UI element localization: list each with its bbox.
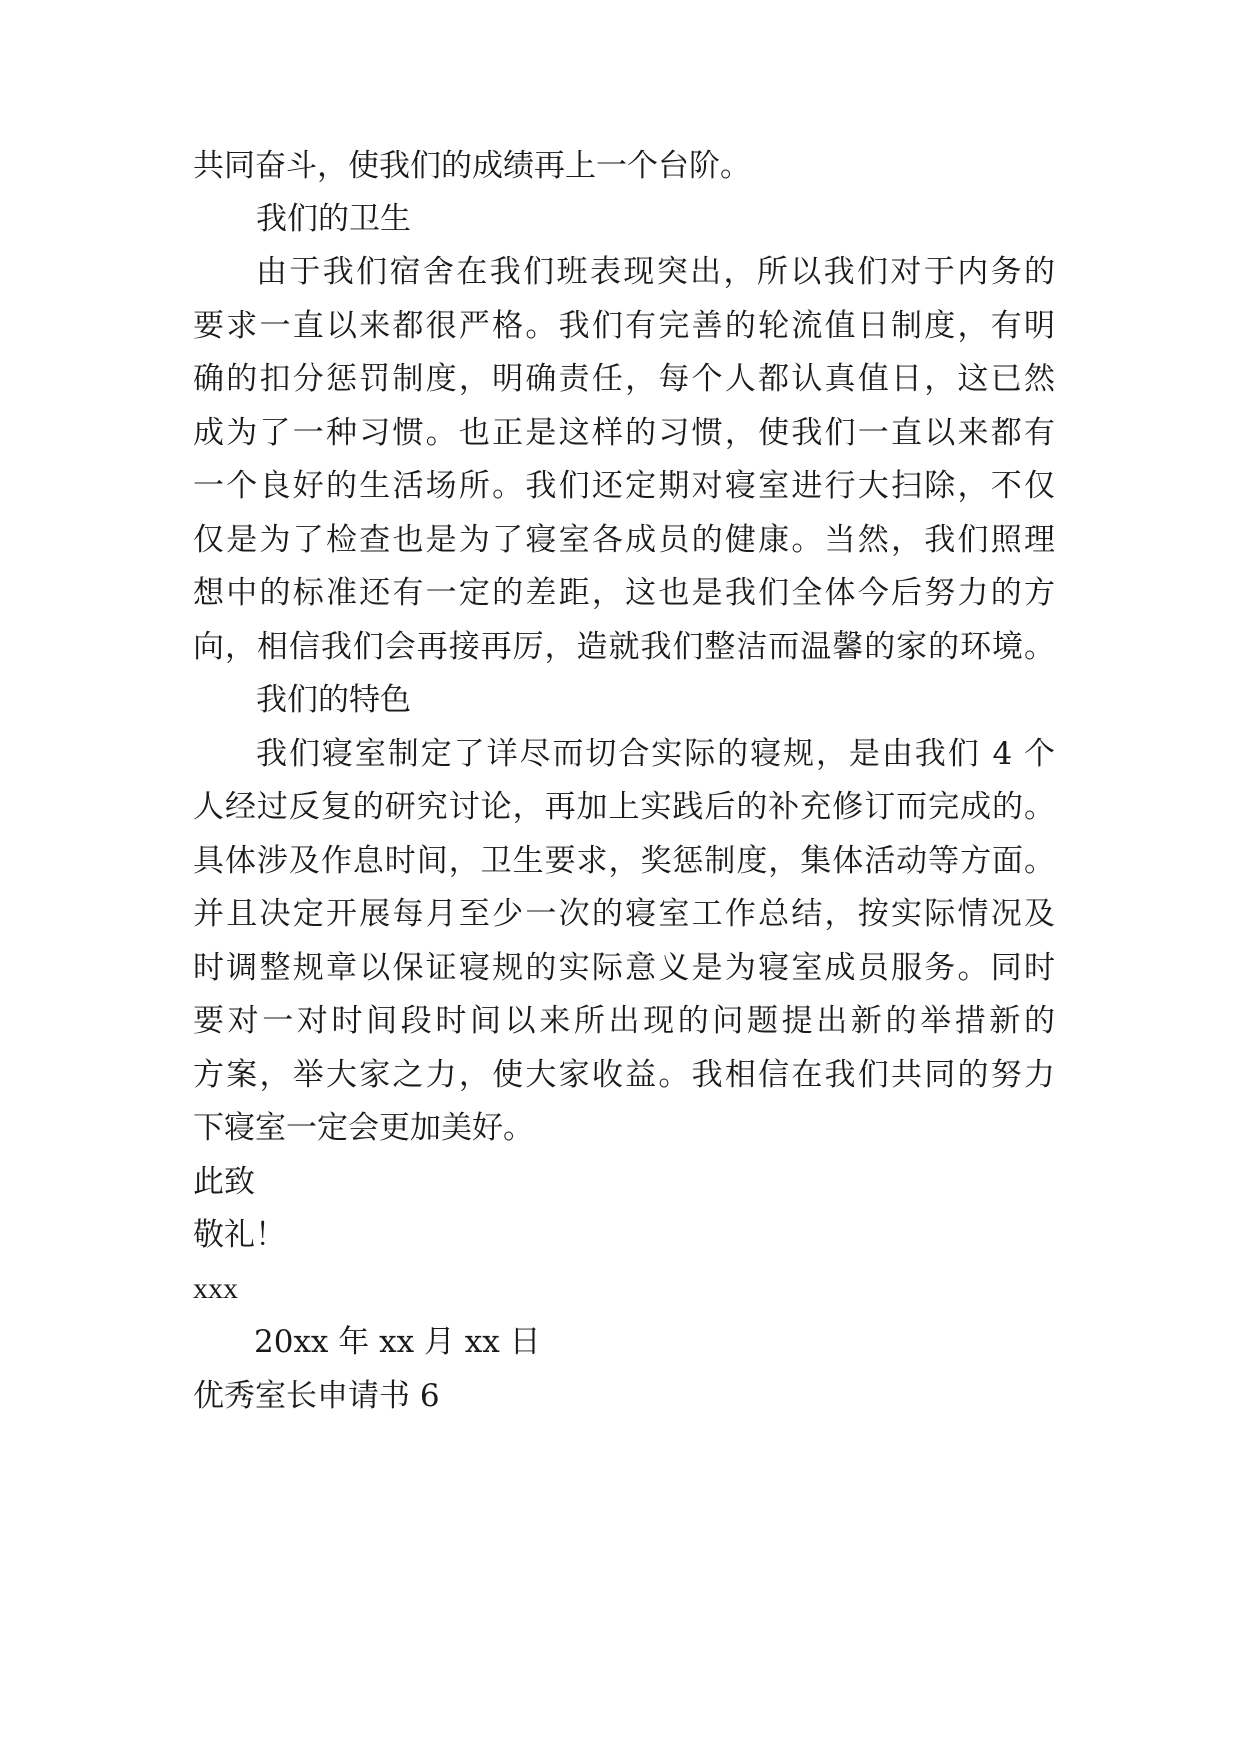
paragraph-line: 要求一直以来都很严格。我们有完善的轮流值日制度，有明 [193,308,1055,344]
paragraph-line: 要对一对时间段时间以来所出现的问题提出新的举措新的 [193,1003,1055,1039]
paragraph-line: 由于我们宿舍在我们班表现突出，所以我们对于内务的 [256,254,1055,290]
closing-text: 此致 [193,1164,255,1200]
paragraph-line: 具体涉及作息时间，卫生要求，奖惩制度，集体活动等方面。 [193,843,1055,879]
signature-text: xxx [193,1272,238,1305]
paragraph-line: 共同奋斗，使我们的成绩再上一个台阶。 [193,148,751,184]
paragraph-line: 向，相信我们会再接再厉，造就我们整洁而温馨的家的环境。 [193,629,1055,665]
paragraph-line: 下寝室一定会更加美好。 [193,1110,534,1146]
paragraph-line: 方案，举大家之力，使大家收益。我相信在我们共同的努力 [193,1057,1055,1093]
paragraph-line: 并且决定开展每月至少一次的寝室工作总结，按实际情况及 [193,896,1055,932]
paragraph-line: 确的扣分惩罚制度，明确责任，每个人都认真值日，这已然 [193,361,1055,397]
paragraph-line: 人经过反复的研究讨论，再加上实践后的补充修订而完成的。 [193,789,1055,825]
paragraph-line: 一个良好的生活场所。我们还定期对寝室进行大扫除，不仅 [193,468,1055,504]
section-heading-features: 我们的特色 [256,682,411,718]
paragraph-line: 仅是为了检查也是为了寝室各成员的健康。当然，我们照理 [193,522,1055,558]
date-text: 20xx 年 xx 月 xx 日 [254,1324,541,1360]
section-heading-hygiene: 我们的卫生 [256,201,411,237]
next-section-title: 优秀室长申请书 6 [193,1378,440,1414]
paragraph-line: 想中的标准还有一定的差距，这也是我们全体今后努力的方 [193,575,1055,611]
salutation-text: 敬礼！ [193,1217,286,1253]
paragraph-line: 成为了一种习惯。也正是这样的习惯，使我们一直以来都有 [193,415,1055,451]
paragraph-line: 时调整规章以保证寝规的实际意义是为寝室成员服务。同时 [193,950,1055,986]
paragraph-line: 我们寝室制定了详尽而切合实际的寝规，是由我们 4 个 [256,736,1055,772]
